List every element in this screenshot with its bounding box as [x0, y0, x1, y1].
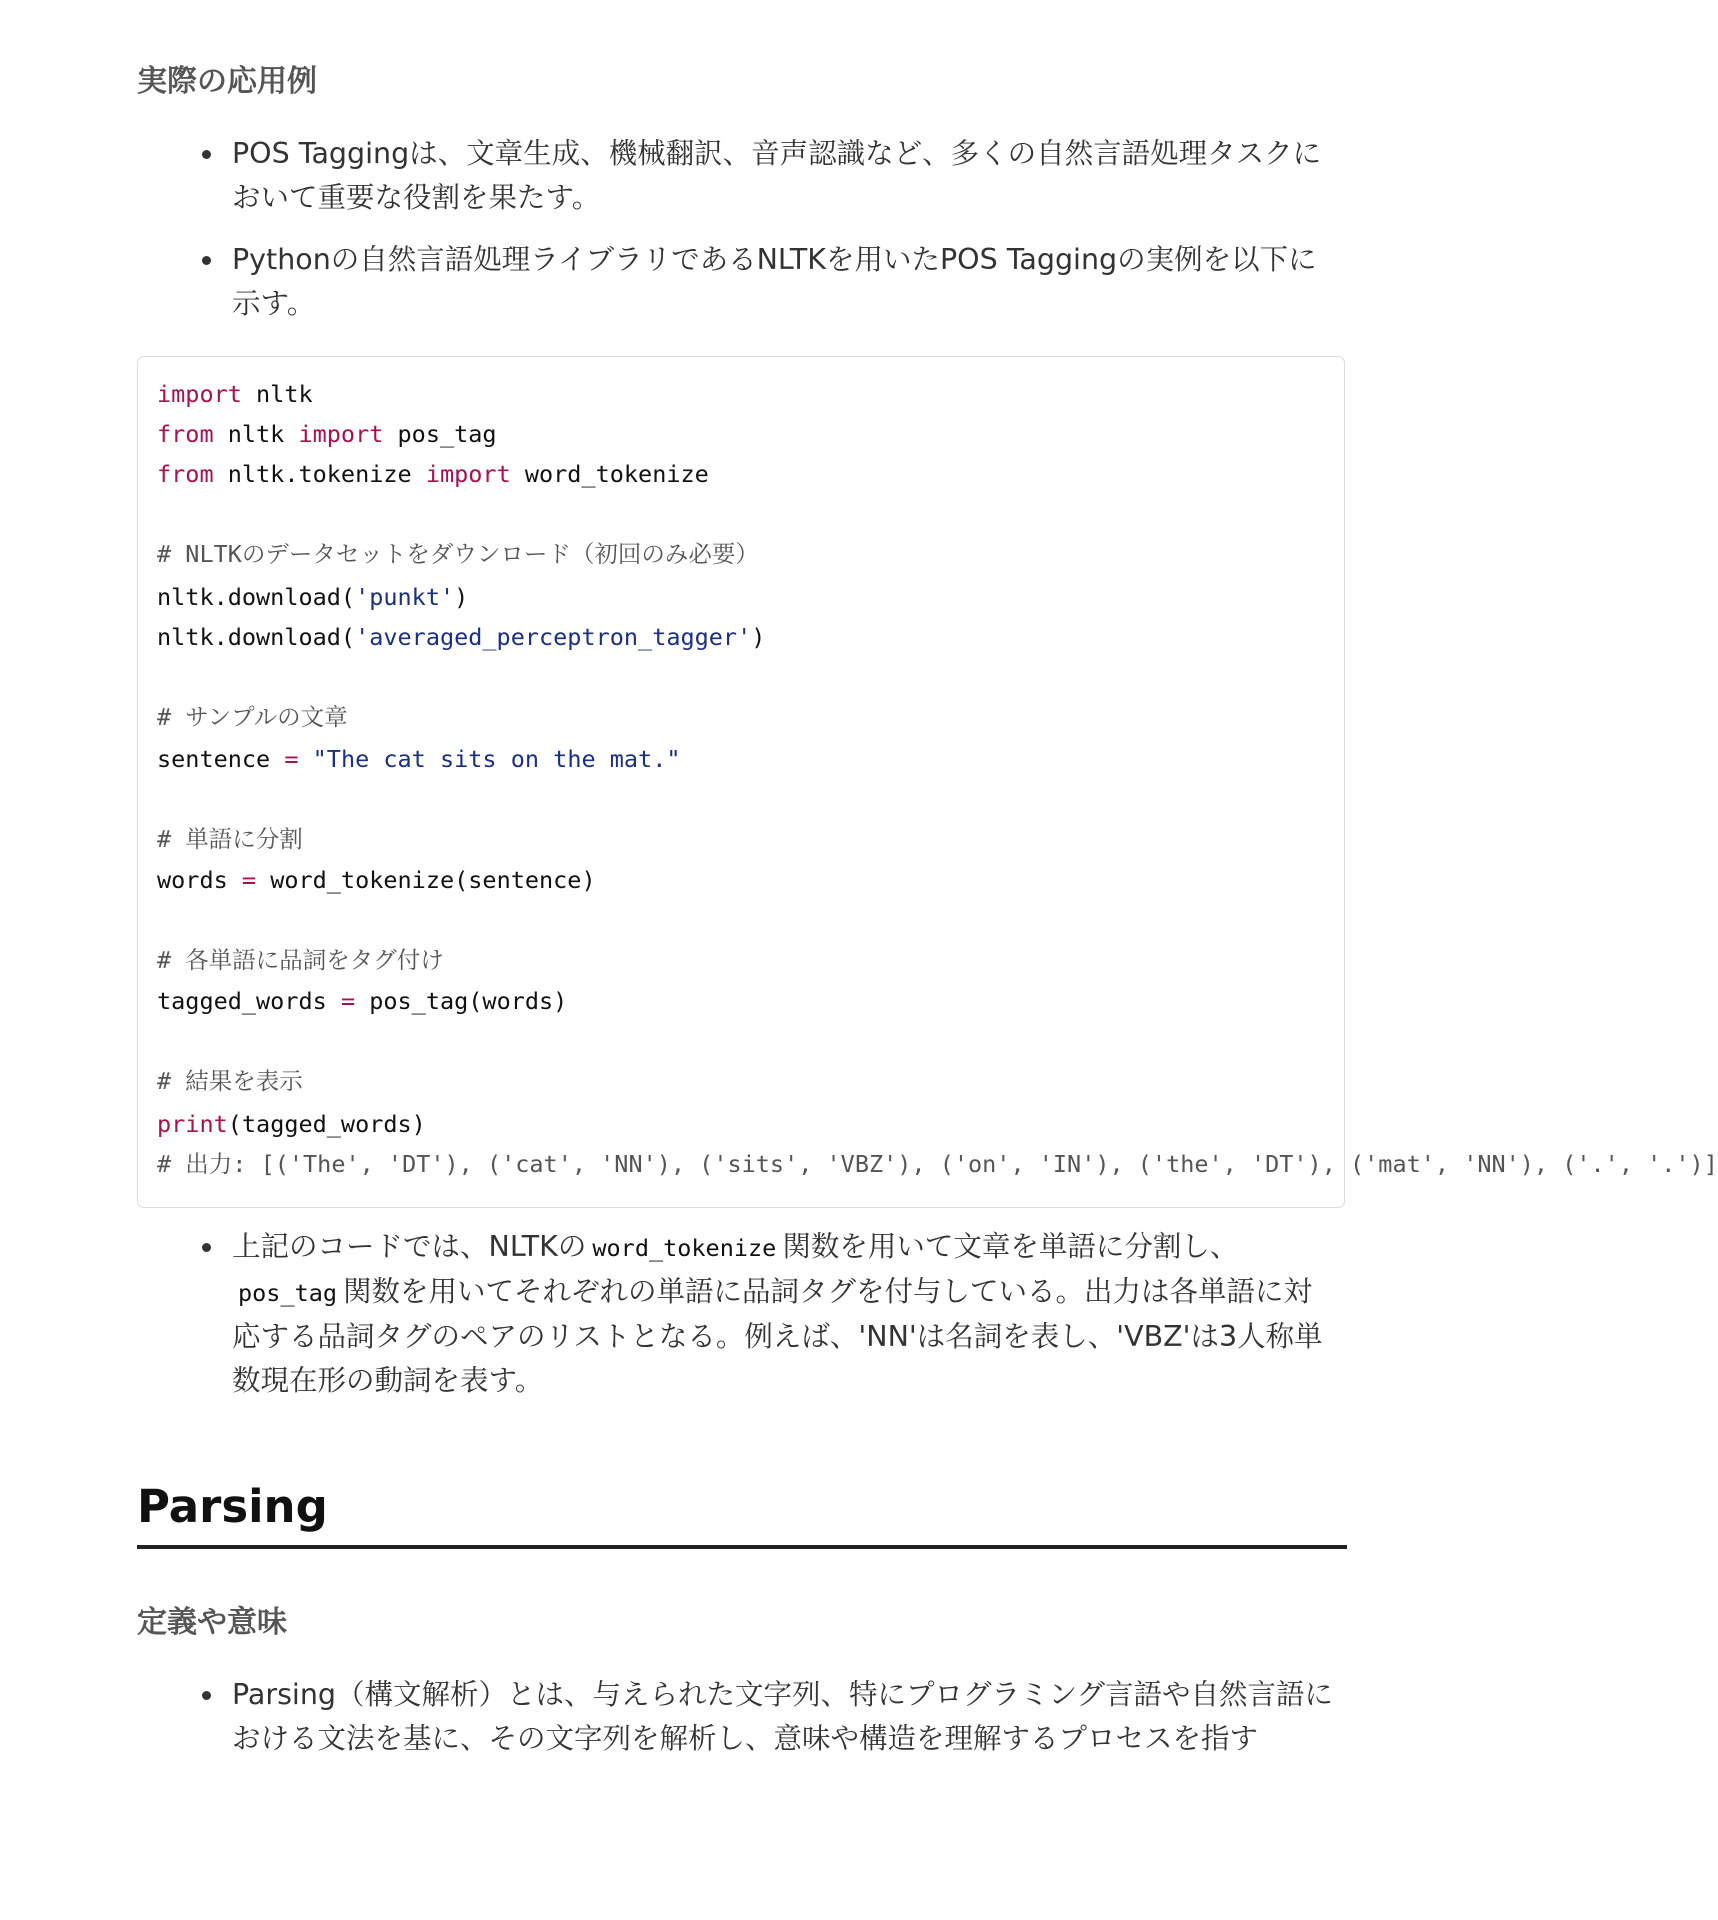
- code-text: word_tokenize(sentence): [256, 866, 596, 894]
- code-text: ): [454, 583, 469, 611]
- code-string: 'averaged_perceptron_tagger': [355, 623, 752, 651]
- code-operator: =: [340, 987, 356, 1015]
- code-text: pos_tag(words): [355, 987, 568, 1015]
- explanation-list: [137, 1225, 1347, 1421]
- inline-code: word_tokenize: [592, 1234, 777, 1262]
- code-line: [157, 865, 596, 895]
- applications-list: [137, 132, 1347, 344]
- code-keyword: from: [157, 420, 214, 448]
- code-text: words: [157, 866, 242, 894]
- code-text: ): [751, 623, 766, 651]
- code-string: "The cat sits on the mat.": [298, 745, 681, 773]
- inline-code: pos_tag: [238, 1279, 338, 1307]
- code-text: (tagged_words): [227, 1110, 426, 1138]
- code-line: [157, 986, 567, 1016]
- code-text: nltk.download(: [157, 583, 356, 611]
- code-comment: # 結果を表示: [157, 1067, 303, 1095]
- code-text: nltk: [241, 380, 313, 408]
- code-text: nltk.download(: [157, 623, 356, 651]
- list-item: POS Taggingは、文章生成、機械翻訳、音声認識など、多くの自然言語処理タスクにおいて重要な役割を果たす。: [137, 132, 1347, 220]
- code-comment: # サンプルの文章: [157, 703, 348, 731]
- code-line: [157, 582, 468, 612]
- definition-list: [137, 1673, 1347, 1779]
- list-item: Pythonの自然言語処理ライブラリであるNLTKを用いたPOS Taggingの実例を以下に示す。: [137, 238, 1347, 326]
- section-title-parsing: Parsing: [137, 1480, 328, 1533]
- code-keyword: from: [157, 460, 214, 488]
- code-line: [157, 459, 709, 489]
- code-line: [157, 419, 497, 449]
- code-keyword: import: [157, 380, 242, 408]
- code-comment: # 各単語に品詞をタグ付け: [157, 946, 444, 974]
- code-text: pos_tag: [383, 420, 497, 448]
- code-operator: =: [241, 866, 257, 894]
- code-keyword: import: [298, 420, 384, 448]
- code-text: tagged_words: [157, 987, 341, 1015]
- code-block[interactable]: [137, 356, 1718, 1208]
- code-line: [157, 1109, 426, 1139]
- code-comment: # NLTKのデータセットをダウンロード（初回のみ必要）: [157, 540, 759, 568]
- section-divider: [137, 1545, 1347, 1549]
- code-comment: # 出力: [('The', 'DT'), ('cat', 'NN'), ('sits', 'VBZ'), ('on', 'IN'), ('the', 'DT'), ('mat', 'NN'), ('.', '.')]: [157, 1150, 1718, 1178]
- explanation-text: 上記のコードでは、NLTKの: [232, 1230, 587, 1263]
- code-line: [157, 622, 765, 652]
- list-item: [137, 1225, 1347, 1403]
- section-heading-definition: 定義や意味: [137, 1605, 287, 1640]
- code-comment: # 単語に分割: [157, 825, 303, 853]
- code-operator: =: [284, 745, 299, 773]
- list-item: Parsing（構文解析）とは、与えられた文字列、特にプログラミング言語や自然言語における文法を基に、その文字列を解析し、意味や構造を理解するプロセスを指す: [137, 1673, 1347, 1761]
- code-text: nltk: [213, 420, 299, 448]
- section-heading-applications: 実際の応用例: [137, 64, 317, 99]
- code-text: nltk.tokenize: [213, 460, 426, 488]
- code-line: [157, 379, 313, 409]
- code-string: 'punkt': [355, 583, 455, 611]
- code-text: sentence: [157, 745, 285, 773]
- code-text: word_tokenize: [510, 460, 709, 488]
- code-keyword: import: [425, 460, 511, 488]
- code-keyword: print: [157, 1110, 228, 1138]
- explanation-text: 関数を用いて文章を単語に分割し、: [782, 1230, 1239, 1263]
- explanation-text: 関数を用いてそれぞれの単語に品詞タグを付与している。出力は各単語に対応する品詞タグのペアのリストとなる。例えば、'NN'は名詞を表し、'VBZ'は3人称単数現在形の動詞を表す。: [232, 1275, 1323, 1397]
- code-line: [157, 744, 681, 774]
